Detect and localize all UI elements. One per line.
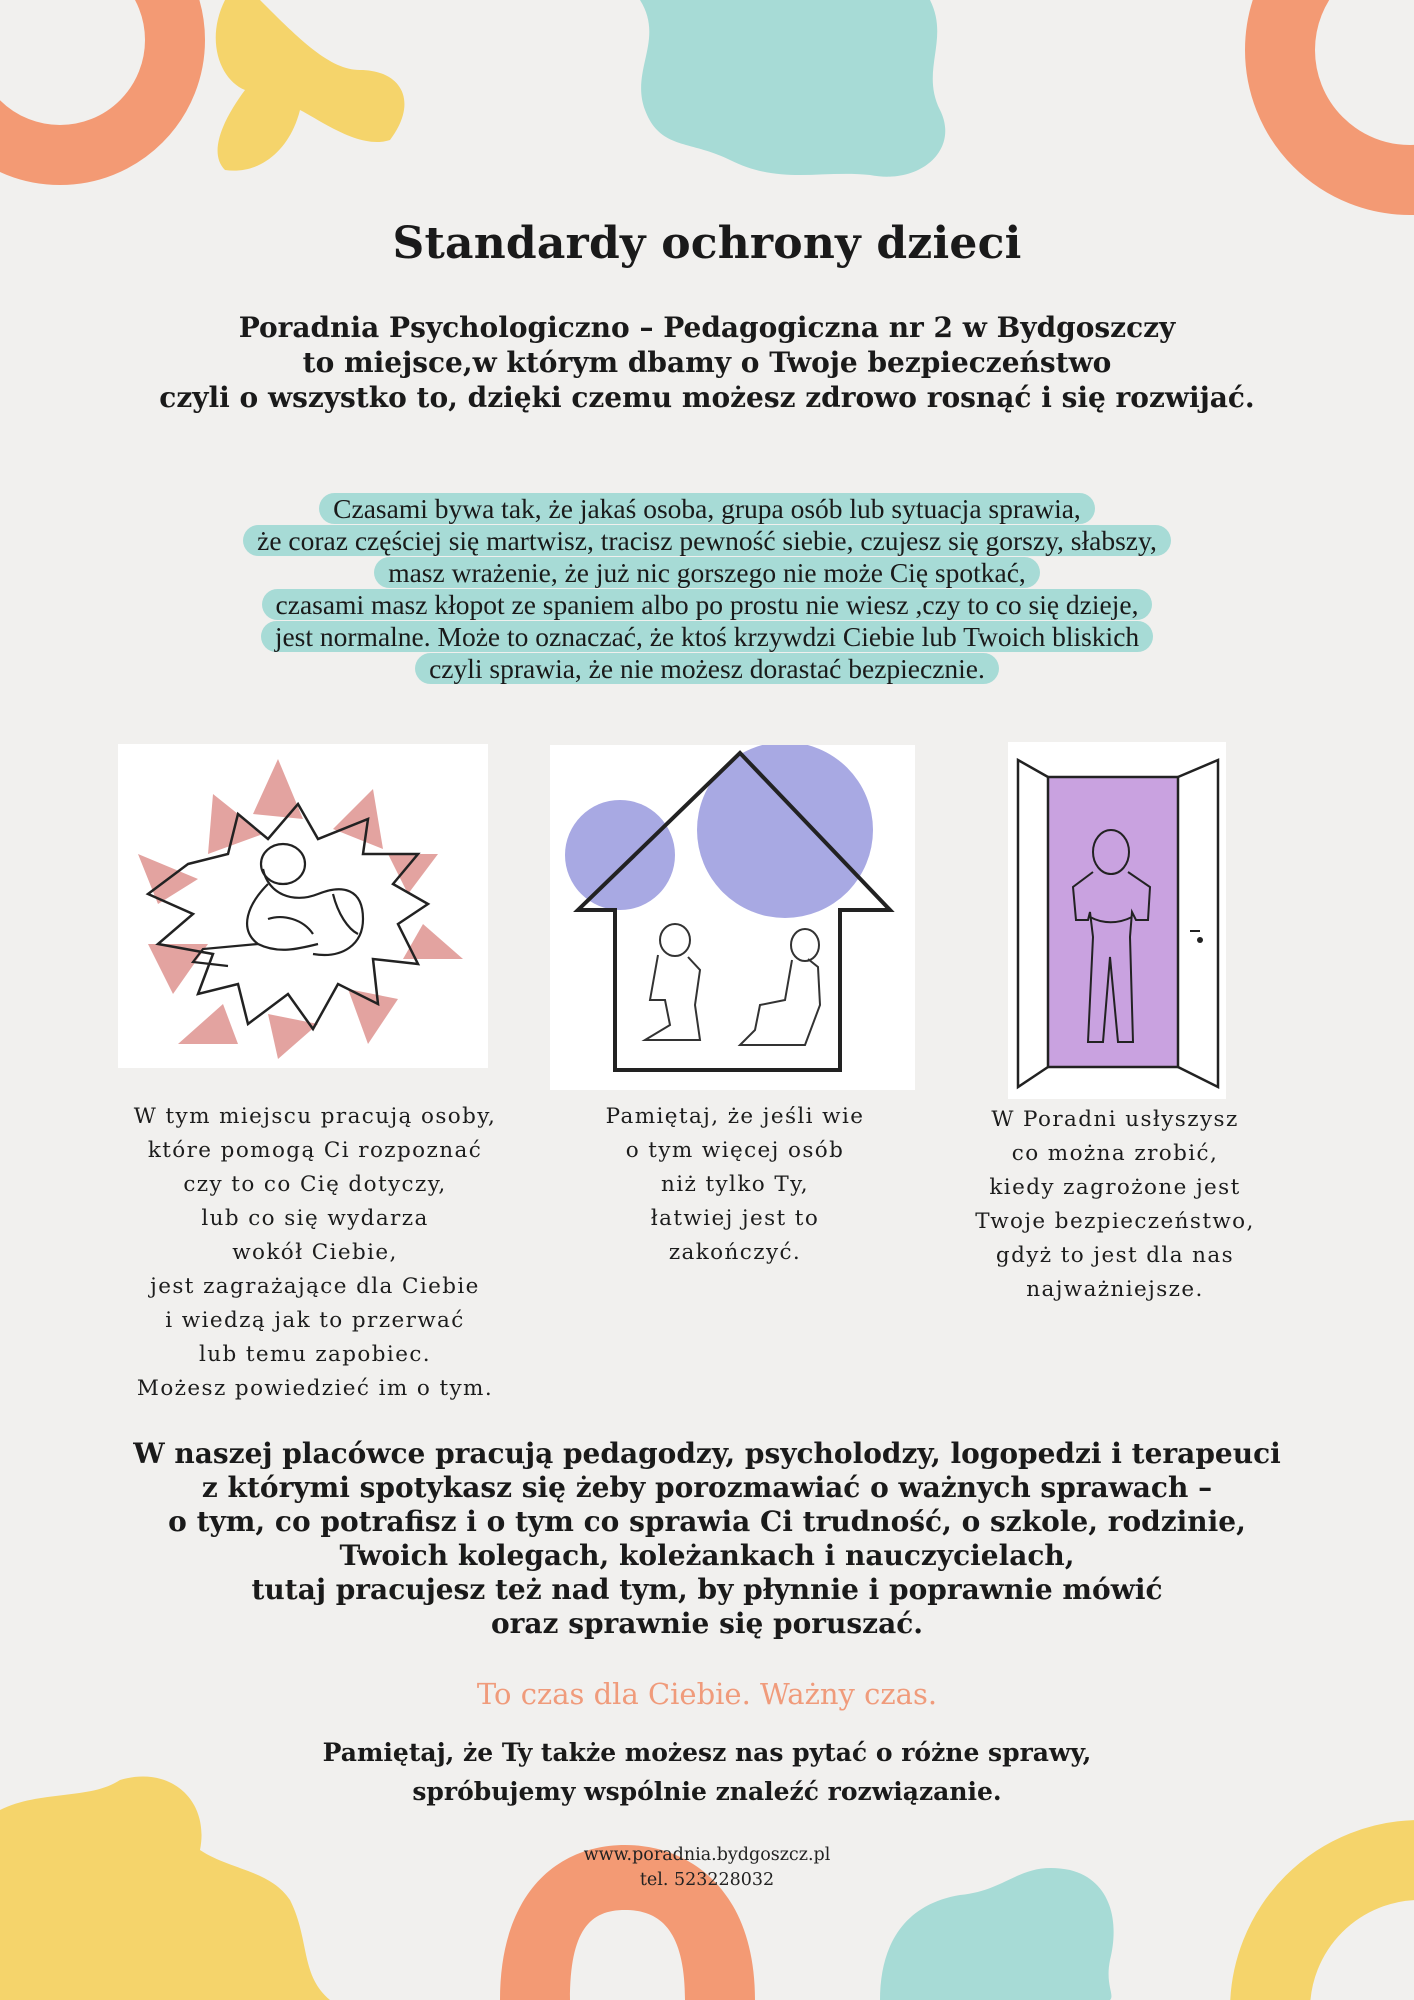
intro-line: to miejsce,w którym dbamy o Twoje bezpieczeństwo xyxy=(302,346,1112,379)
caption-line: kiedy zagrożone jest xyxy=(989,1175,1241,1200)
house-with-children-illustration xyxy=(550,745,915,1090)
caption-line: W tym miejscu pracują osoby, xyxy=(133,1104,497,1129)
body-line: o tym, co potrafisz i o tym co sprawia Ci trudność, o szkole, rodzinie, xyxy=(168,1505,1246,1538)
caption-line: gdyż to jest dla nas xyxy=(995,1243,1235,1268)
intro-line: Poradnia Psychologiczno – Pedagogiczna nr 2 w Bydgoszczy xyxy=(238,311,1176,344)
highlighted-paragraph xyxy=(200,493,1214,685)
caption-column-3 xyxy=(940,1103,1290,1307)
caption-line: Pamiętaj, że jeśli wie xyxy=(605,1104,865,1129)
closing-line: spróbujemy wspólnie znaleźć rozwiązanie. xyxy=(412,1777,1002,1806)
intro-line: czyli o wszystko to, dzięki czemu możesz zdrowo rosnąć i się rozwijać. xyxy=(159,381,1255,414)
staff-paragraph xyxy=(110,1437,1304,1641)
caption-line: i wiedzą jak to przerwać xyxy=(165,1308,465,1333)
highlight-line: że coraz częściej się martwisz, tracisz pewność siebie, czujesz się gorszy, słabszy, xyxy=(243,525,1171,556)
caption-line: łatwiej jest to xyxy=(650,1206,820,1231)
highlight-line: Czasami bywa tak, że jakaś osoba, grupa osób lub sytuacja sprawia, xyxy=(319,493,1095,524)
highlight-line: jest normalne. Może to oznaczać, że ktoś krzywdzi Ciebie lub Twoich bliskich xyxy=(261,621,1153,652)
caption-line: najważniejsze. xyxy=(1026,1277,1204,1302)
top-right-coral-ring xyxy=(1280,0,1414,180)
caption-column-1 xyxy=(80,1100,550,1406)
top-left-coral-ring xyxy=(0,0,175,155)
highlight-line: masz wrażenie, że już nic gorszego nie może Cię spotkać, xyxy=(374,557,1040,588)
website-link[interactable]: www.poradnia.bydgoszcz.pl xyxy=(583,1845,831,1865)
caption-line: niż tylko Ty, xyxy=(660,1172,810,1197)
page-title: Standardy ochrony dzieci xyxy=(392,218,1022,269)
caption-line: lub temu zapobiec. xyxy=(198,1342,432,1367)
body-line: tutaj pracujesz też nad tym, by płynnie i poprawnie mówić xyxy=(251,1573,1163,1606)
crouching-child-illustration xyxy=(118,744,488,1068)
caption-column-2 xyxy=(555,1100,915,1270)
caption-line: lub co się wydarza xyxy=(201,1206,429,1231)
body-line: z którymi spotykasz się żeby porozmawiać o ważnych sprawach – xyxy=(201,1471,1213,1504)
closing-paragraph xyxy=(0,1733,1414,1811)
caption-line: o tym więcej osób xyxy=(625,1138,845,1163)
caption-line: W Poradni usłyszysz xyxy=(991,1107,1239,1132)
accent-line: To czas dla Ciebie. Ważny czas. xyxy=(476,1677,938,1711)
caption-line: które pomogą Ci rozpoznać xyxy=(147,1138,483,1163)
caption-line: wokół Ciebie, xyxy=(232,1240,398,1265)
caption-line: czy to co Cię dotyczy, xyxy=(183,1172,447,1197)
child-in-doorway-illustration xyxy=(1008,742,1226,1099)
body-line: oraz sprawnie się poruszać. xyxy=(490,1607,924,1640)
top-left-yellow-leaf xyxy=(216,0,405,171)
caption-line: jest zagrażające dla Ciebie xyxy=(150,1274,480,1299)
caption-line: Możesz powiedzieć im o tym. xyxy=(136,1376,494,1401)
body-line: Twoich kolegach, koleżankach i nauczycielach, xyxy=(339,1539,1075,1572)
intro-paragraph xyxy=(150,310,1264,415)
caption-line: co można zrobić, xyxy=(1011,1141,1219,1166)
highlight-line: czasami masz kłopot ze spaniem albo po prostu nie wiesz ,czy to co się dzieje, xyxy=(262,589,1153,620)
top-mint-blob xyxy=(640,0,945,177)
closing-line: Pamiętaj, że Ty także możesz nas pytać o różne sprawy, xyxy=(322,1738,1092,1767)
highlight-line: czyli sprawia, że nie możesz dorastać bezpiecznie. xyxy=(415,653,999,684)
body-line: W naszej placówce pracują pedagodzy, psycholodzy, logopedzi i terapeuci xyxy=(133,1437,1281,1470)
caption-line: Twoje bezpieczeństwo, xyxy=(975,1209,1255,1234)
phone-number: tel. 523228032 xyxy=(639,1870,775,1890)
caption-line: zakończyć. xyxy=(668,1240,802,1265)
footer xyxy=(0,1843,1414,1893)
